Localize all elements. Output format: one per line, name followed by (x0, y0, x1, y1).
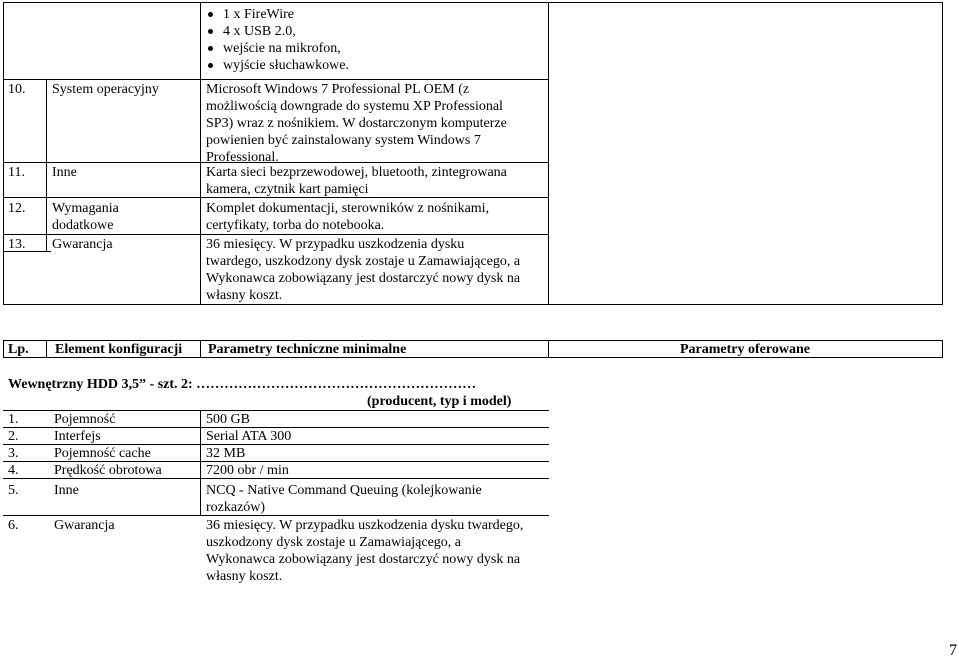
bullet-dot (208, 63, 213, 68)
connectivity-bullet-list (205, 6, 535, 74)
bullet-item (205, 57, 535, 74)
row-params: NCQ - Native Command Queuing (kolejkowanie rozkazów) (206, 483, 482, 515)
row-params: 500 GB (206, 412, 250, 427)
row-params: 7200 obr / min (206, 463, 289, 478)
row-element: System operacyjny (52, 82, 159, 97)
row-params: Serial ATA 300 (206, 429, 292, 444)
row-element: Wymagania dodatkowe (52, 201, 119, 233)
row-element: Gwarancja (54, 518, 115, 533)
row-number: 1. (8, 412, 19, 427)
row-element: Inne (52, 165, 77, 180)
section-title: Wewnętrzny HDD 3,5” - szt. 2: …………………………………………………… (8, 377, 477, 392)
bullet-dot (208, 12, 213, 17)
row-number: 2. (8, 429, 19, 444)
row-element: Pojemność cache (54, 446, 151, 461)
row-params: 36 miesięcy. W przypadku uszkodzenia dysku twardego, uszkodzony dysk zostaje u Zamawiającego, a Wykonawca zobowiązany jest dostarczyć nowy dysk na własny koszt. (206, 518, 524, 584)
row-element: Pojemność (54, 412, 116, 427)
header-params: Parametry techniczne minimalne (208, 342, 407, 357)
row-number: 12. (8, 201, 26, 216)
row-number: 3. (8, 446, 19, 461)
bullet-item (205, 40, 535, 57)
header-lp: Lp. (8, 342, 29, 357)
row-number: 6. (8, 518, 19, 533)
row-element: Inne (54, 483, 79, 498)
bullet-text: 1 x FireWire (223, 7, 294, 22)
bullet-dot (208, 46, 213, 51)
bullet-text: 4 x USB 2.0, (223, 24, 296, 39)
bullet-item (205, 23, 535, 40)
row-element: Prędkość obrotowa (54, 463, 162, 478)
row-number: 5. (8, 483, 19, 498)
bullet-text: wyjście słuchawkowe. (223, 58, 349, 73)
row-params: Komplet dokumentacji, sterowników z nośnikami, certyfikaty, torba do notebooka. (206, 201, 490, 233)
row-element: Gwarancja (52, 237, 113, 252)
bullet-item (205, 6, 535, 23)
header-offered: Parametry oferowane (680, 342, 810, 357)
header-element: Element konfiguracji (55, 342, 183, 357)
row-element: Interfejs (54, 429, 101, 444)
bullet-text: wejście na mikrofon, (223, 41, 341, 56)
row-params: 36 miesięcy. W przypadku uszkodzenia dysku twardego, uszkodzony dysk zostaje u Zamawiającego, a Wykonawca zobowiązany jest dostarczyć nowy dysk na własny koszt. (206, 237, 521, 303)
row-number: 11. (8, 165, 25, 180)
page-number: 7 (949, 642, 957, 659)
row-number: 4. (8, 463, 19, 478)
row-params: Microsoft Windows 7 Professional PL OEM (z możliwością downgrade do systemu XP Professional SP3) wraz z nośnikiem. W dostarczonym komputerze powienien być zainstalowany system Windows 7 Professional. (206, 82, 507, 165)
row-number: 10. (8, 82, 26, 97)
row-params: 32 MB (206, 446, 246, 461)
row-number: 13. (8, 237, 26, 252)
section-subtitle: (producent, typ i model) (367, 394, 512, 409)
row-params: Karta sieci bezprzewodowej, bluetooth, zintegrowana kamera, czytnik kart pamięci (206, 165, 507, 197)
bullet-dot (208, 29, 213, 34)
